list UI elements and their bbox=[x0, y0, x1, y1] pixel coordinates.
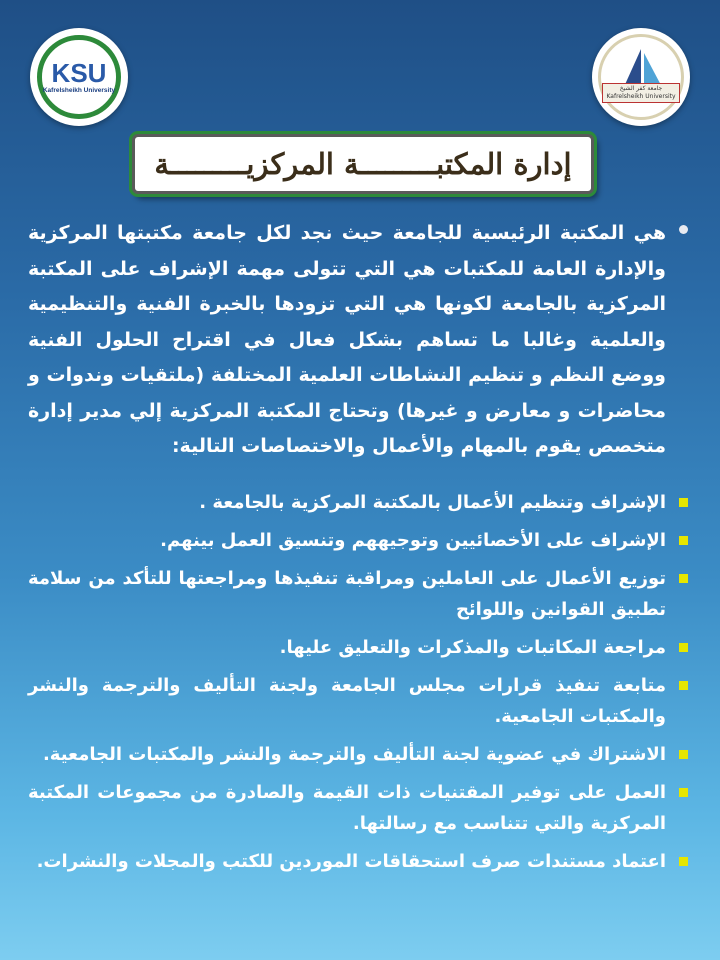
square-bullet-icon bbox=[679, 857, 688, 866]
list-item bbox=[28, 670, 692, 732]
list-item bbox=[28, 525, 692, 556]
list-item-text: الاشتراك في عضوية لجنة التأليف والترجمة والنشر والمكتبات الجامعية. bbox=[42, 743, 666, 765]
list-item-text: اعتماد مستندات صرف استحقاقات الموردين للكتب والمجلات والنشرات. bbox=[36, 850, 666, 872]
list-item bbox=[28, 632, 692, 663]
page-title: إدارة المكتبـــــــــة المركزيـــــــــة bbox=[154, 147, 572, 181]
ksu-logo-ring bbox=[37, 35, 121, 119]
kafrelsheikh-logo-label bbox=[602, 83, 679, 103]
square-bullet-icon bbox=[679, 643, 688, 652]
intro-text: هي المكتبة الرئيسية للجامعة حيث نجد لكل جامعة مكتبتها المركزية والإدارة العامة للمكتبات هي التي تتولى مهمة الإشراف على المكتبة المركزية بالجامعة لكونها هي التي تزودها بالخبرة الفنية والتنظيمية والعلمية وغالبا ما تساهم بشكل فعال في اقتراح الحلول الفنية ووضع النظم و تنظيم النشاطات العلمية المختلفة (ملتقيات وندوات و محاضرات و معارض و غيرها) وتحتاج المكتبة المركزية إلي مدير إدارة متخصص يقوم بالمهام والأعمال والاختصاصات التالية: bbox=[28, 222, 666, 457]
list-item-text: الإشراف وتنظيم الأعمال بالمكتبة المركزية بالجامعة . bbox=[199, 491, 666, 513]
square-bullet-icon bbox=[679, 574, 688, 583]
ksu-logo-subtitle: Kafrelsheikh University bbox=[42, 86, 116, 94]
list-item bbox=[28, 487, 692, 518]
list-item-text: متابعة تنفيذ قرارات مجلس الجامعة ولجنة التأليف والترجمة والنشر والمكتبات الجامعية. bbox=[28, 674, 666, 727]
square-bullet-icon bbox=[679, 750, 688, 759]
kafrelsheikh-logo-english: Kafrelsheikh University bbox=[606, 93, 676, 100]
ksu-logo-text: KSU bbox=[51, 57, 107, 88]
duties-list bbox=[28, 487, 692, 877]
square-bullet-icon bbox=[679, 536, 688, 545]
square-bullet-icon bbox=[679, 681, 688, 690]
list-item-text: توزيع الأعمال على العاملين ومراقبة تنفيذها ومراجعتها للتأكد من سلامة تطبيق القوانين واللوائح bbox=[28, 567, 666, 620]
title-box bbox=[132, 134, 594, 194]
kafrelsheikh-logo-arabic: جامعة كفر الشيخ bbox=[619, 85, 663, 92]
list-item bbox=[28, 846, 692, 877]
square-bullet-icon bbox=[679, 788, 688, 797]
intro-paragraph bbox=[28, 216, 692, 465]
list-item bbox=[28, 563, 692, 625]
list-item bbox=[28, 739, 692, 770]
list-item bbox=[28, 777, 692, 839]
list-item-text: الإشراف على الأخصائيين وتوجيههم وتنسيق العمل بينهم. bbox=[160, 529, 666, 551]
list-item-text: مراجعة المكاتبات والمذكرات والتعليق عليها. bbox=[279, 636, 666, 658]
list-item-text: العمل على توفير المقتنيات ذات القيمة والصادرة من مجموعات المكتبة المركزية والتي تتناسب مع رسالتها. bbox=[28, 781, 666, 834]
kafrelsheikh-logo bbox=[592, 28, 690, 126]
kafrelsheikh-logo-ring bbox=[598, 34, 684, 120]
ksu-logo bbox=[30, 28, 128, 126]
square-bullet-icon bbox=[679, 498, 688, 507]
bullet-dot-icon bbox=[679, 225, 688, 234]
main-content bbox=[28, 216, 692, 884]
